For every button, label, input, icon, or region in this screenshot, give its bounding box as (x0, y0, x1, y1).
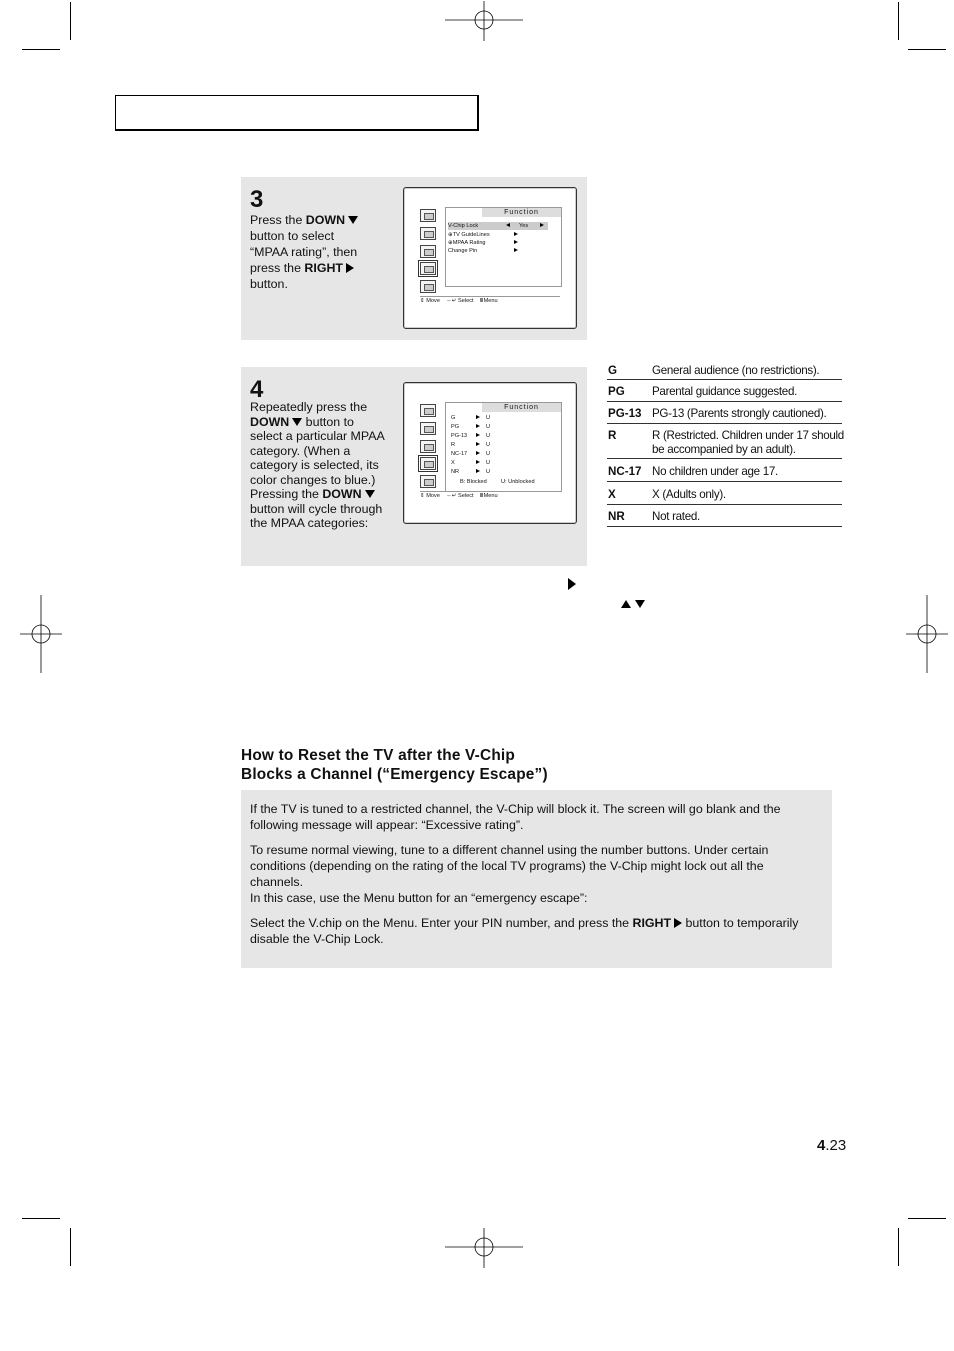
menu-footer: ⇕ Move ⇔↵ Select ⅢMenu (420, 491, 560, 500)
menu-icon: Ⅲ (479, 298, 484, 304)
paragraph: If the TV is tuned to a restricted channel, the V-Chip will block it. The screen will go blank and the following message will appear: “Excessive rating”. (250, 802, 781, 832)
page-number: 4.23 (817, 1137, 847, 1154)
right-arrow-icon (514, 240, 518, 244)
table-row: X X (Adults only). (607, 482, 842, 505)
crop-mark (898, 2, 899, 40)
menu-item-mpaa-rating: ⊕MPAA Rating (448, 239, 548, 247)
table-row: PG Parental guidance suggested. (607, 380, 842, 402)
menu-footer: ⇕ Move ⇔↵ Select ⅢMenu (420, 296, 560, 305)
paragraph: In this case, use the Menu button for an “emergency escape”: (250, 891, 588, 905)
tv-menu-screen (403, 187, 577, 329)
menu-title: Function (482, 208, 561, 217)
right-arrow-icon (674, 918, 682, 928)
table-row: G General audience (no restrictions). (607, 361, 842, 380)
picture-icon (420, 404, 436, 417)
table-row: NR Not rated. (607, 505, 842, 527)
move-icon: ⇕ (420, 298, 425, 304)
right-arrow-icon (346, 263, 354, 273)
right-arrow-icon (476, 433, 480, 437)
mpaa-rating-table (607, 361, 842, 527)
registration-mark-icon (445, 1, 523, 41)
sound-icon (420, 227, 436, 240)
legend-unblocked: U: Unblocked (501, 479, 535, 485)
picture-icon (420, 209, 436, 222)
right-arrow-icon (476, 460, 480, 464)
rating-row: X U (451, 460, 491, 466)
left-arrow-icon (506, 223, 510, 227)
registration-mark-icon (445, 1228, 523, 1268)
right-key-label: RIGHT (304, 261, 343, 275)
legend-blocked: B: Blocked (460, 479, 487, 485)
table-row: NC-17 No children under age 17. (607, 459, 842, 482)
step-number: 4 (250, 376, 264, 403)
down-arrow-icon (635, 600, 645, 608)
menu-item-tv-guidelines: ⊕TV GuideLines (448, 231, 548, 239)
right-arrow-icon (540, 223, 544, 227)
down-key-label: DOWN (305, 213, 346, 227)
crop-mark (70, 2, 71, 40)
down-arrow-icon (292, 418, 302, 426)
paragraph: To resume normal viewing, tune to a different channel using the number buttons. Under certain conditions (depending on the rating of the local TV programs) the V-Chip might lock out all the channels. (250, 843, 769, 889)
rating-row: NC-17 U (451, 451, 491, 457)
down-arrow-icon (365, 490, 375, 498)
move-icon: ⇕ (420, 493, 425, 499)
right-arrow-icon (476, 415, 480, 419)
lock-icon: ⊕ (448, 232, 453, 238)
step-instructions: Repeatedly press the DOWN button to select a particular MPAA category. (When a category is selected, its color changes to blue.) Pressing the DOWN button will cycle through the MPAA categories: (250, 400, 385, 530)
step-number: 3 (250, 186, 264, 213)
table-row: PG-13 PG-13 (Parents strongly cautioned). (607, 402, 842, 424)
crop-mark (70, 1228, 71, 1266)
down-arrow-icon (348, 216, 358, 224)
section-title: How to Reset the TV after the V-Chip Blocks a Channel (“Emergency Escape”) (241, 747, 548, 783)
step-instructions: Press the DOWN button to select “MPAA rating”, then press the RIGHT button. (250, 213, 358, 291)
rating-row: PG U (451, 424, 491, 430)
step-3-panel (241, 177, 587, 340)
registration-mark-icon (906, 595, 948, 673)
down-key-label: DOWN (250, 414, 290, 429)
rating-row: PG-13 U (451, 433, 491, 439)
emergency-escape-panel (241, 790, 832, 968)
function-icon (420, 457, 436, 470)
select-icon: ⇔↵ (446, 298, 457, 304)
crop-mark (22, 49, 60, 50)
up-arrow-icon (621, 600, 631, 608)
channel-icon (420, 440, 436, 453)
table-row: R R (Restricted. Children under 17 should be accompanied by an adult). (607, 424, 842, 459)
right-arrow-icon (476, 469, 480, 473)
setup-icon (420, 280, 436, 293)
menu-item-change-pin: Change Pin (448, 247, 548, 255)
rating-row: R U (451, 442, 491, 448)
right-arrow-icon (514, 232, 518, 236)
menu-item-vchip-lock: V-Chip Lock Yes (448, 222, 548, 230)
right-arrow-icon (476, 451, 480, 455)
tv-menu-screen (403, 382, 577, 524)
function-icon (420, 262, 436, 275)
menu-panel (445, 207, 562, 287)
crop-mark (908, 1218, 946, 1219)
lock-icon: ⊕ (448, 240, 453, 246)
right-key-label: RIGHT (632, 916, 672, 930)
step-4-panel (241, 367, 587, 566)
channel-icon (420, 245, 436, 258)
crop-mark (22, 1218, 60, 1219)
setup-icon (420, 475, 436, 488)
right-arrow-icon (514, 248, 518, 252)
sound-icon (420, 422, 436, 435)
select-icon: ⇔↵ (446, 493, 457, 499)
paragraph: Select the V.chip on the Menu. Enter your PIN number, and press the RIGHT button to temporarily disable the V-Chip Lock. (250, 916, 799, 946)
menu-panel (445, 402, 562, 492)
menu-title: Function (482, 403, 561, 412)
right-arrow-icon (568, 578, 576, 590)
header-box (115, 95, 479, 131)
right-arrow-icon (476, 424, 480, 428)
rating-row: NR U (451, 469, 491, 475)
right-arrow-icon (476, 442, 480, 446)
registration-mark-icon (20, 595, 62, 673)
rating-row: G U (451, 415, 491, 421)
menu-icon: Ⅲ (479, 493, 484, 499)
crop-mark (908, 49, 946, 50)
down-key-label: DOWN (322, 487, 362, 501)
crop-mark (898, 1228, 899, 1266)
